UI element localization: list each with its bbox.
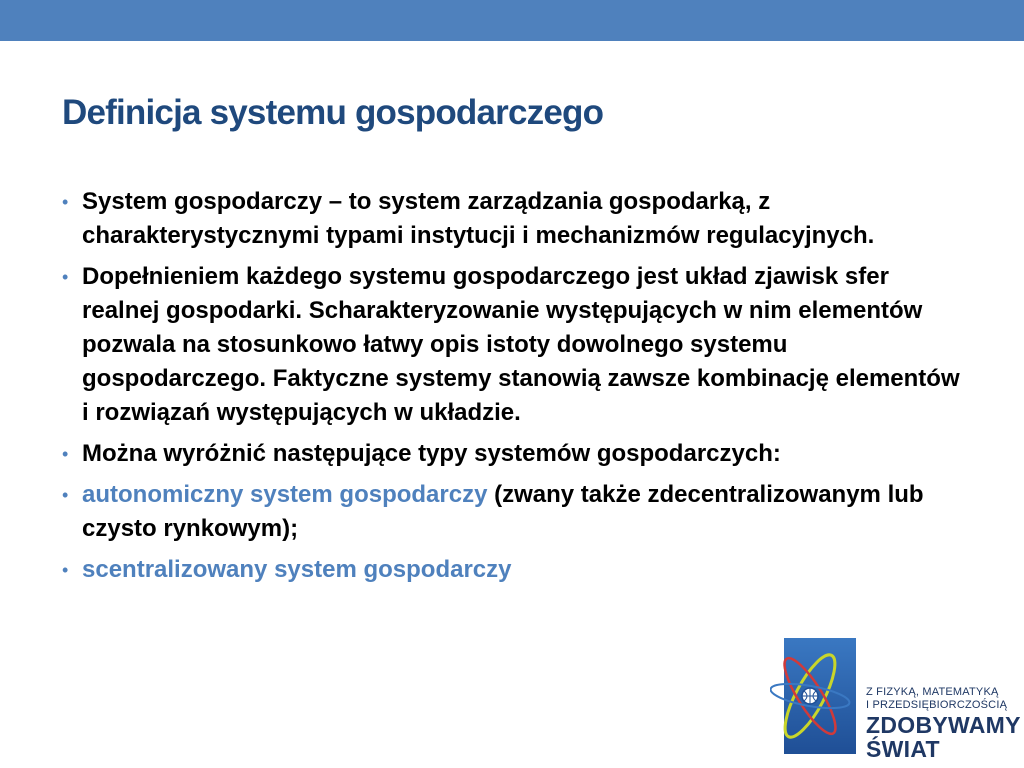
logo-slogan-line4: ŚWIAT: [866, 736, 940, 762]
bullet-list: [62, 185, 962, 594]
logo-slogan-line2: I PRZEDSIĘBIORCZOŚCIĄ: [866, 699, 1008, 711]
bullet-text: (zwany także zdecentralizowanym lub czysto rynkowym);: [82, 481, 924, 542]
bullet-item: [62, 437, 962, 471]
bullet-dot-icon: •: [62, 267, 69, 287]
bullet-item: [62, 553, 962, 587]
slide-title: Definicja systemu gospodarczego: [62, 93, 604, 132]
logo-slogan-line1: Z FIZYKĄ, MATEMATYKĄ: [866, 686, 999, 698]
bullet-text: Można wyróżnić następujące typy systemów gospodarczych:: [82, 440, 781, 467]
autonomous-system-link[interactable]: autonomiczny system gospodarczy: [82, 481, 488, 508]
logo-slogan-line3: ZDOBYWAMY: [866, 712, 1021, 738]
bullet-item: [62, 260, 962, 430]
bullet-dot-icon: •: [62, 192, 69, 212]
bullet-text: System gospodarczy – to system zarządzania gospodarką, z charakterystycznymi typami instytucji i mechanizmów regulacyjnych.: [82, 188, 875, 249]
top-accent-bar: [0, 0, 1024, 41]
bullet-item: [62, 185, 962, 253]
bullet-dot-icon: •: [62, 560, 69, 580]
bullet-item: [62, 478, 962, 546]
bullet-text: Dopełnieniem każdego systemu gospodarczego jest układ zjawisk sfer realnej gospodarki. Scharakteryzowanie występujących w nim elementów pozwala na stosunkowo łatwy opis istoty dowolnego systemu gospodarczego. Faktyczne systemy stanowią zawsze kombinację elementów i rozwiązań występujących w układzie.: [82, 263, 960, 426]
centralized-system-link[interactable]: scentralizowany system gospodarczy: [82, 556, 512, 583]
bullet-dot-icon: •: [62, 485, 69, 505]
bullet-dot-icon: •: [62, 444, 69, 464]
